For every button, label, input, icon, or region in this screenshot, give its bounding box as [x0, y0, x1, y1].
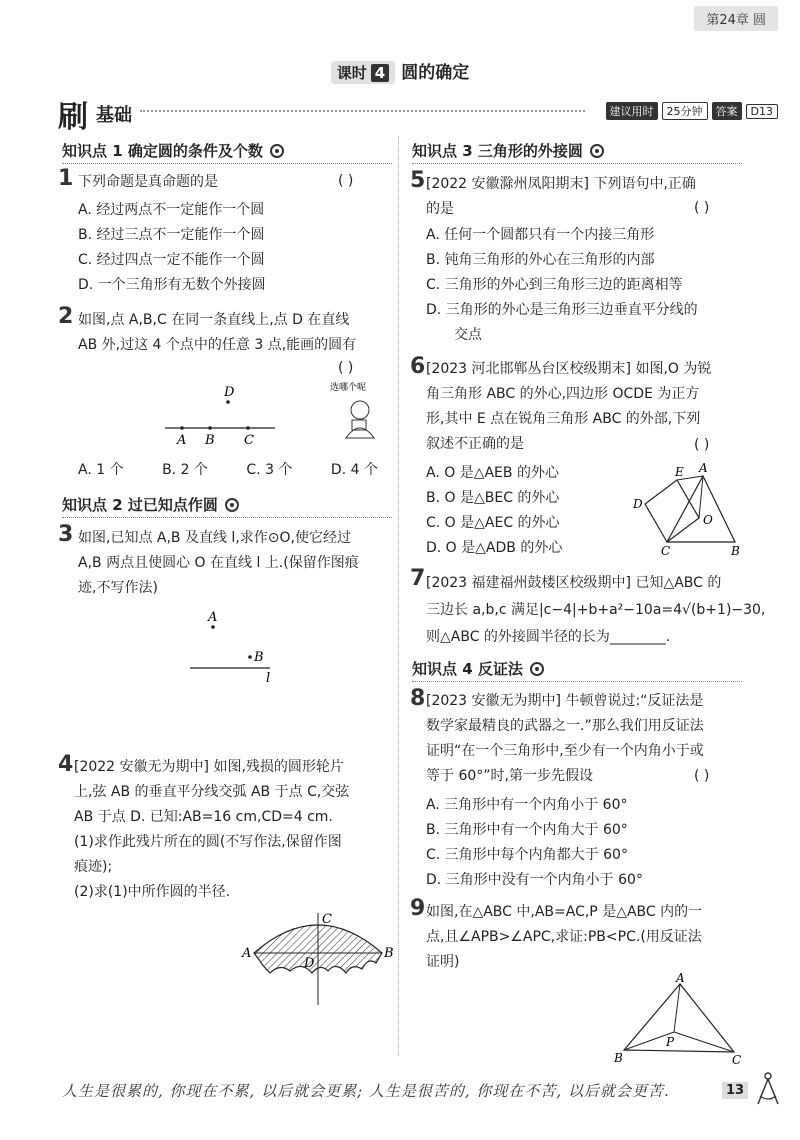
target-icon — [589, 143, 605, 159]
kp2-underline — [62, 517, 392, 518]
q6-option-d[interactable]: D. O 是△ADB 的外心 — [426, 540, 563, 556]
q6-label-A: A — [699, 462, 708, 475]
kp3-underline — [412, 163, 742, 164]
kp1-underline — [62, 163, 392, 164]
lesson-label: 课时 — [336, 64, 367, 82]
q2-line: AB 外,过这 4 个点中的任意 3 点,能画的圆有 — [78, 337, 357, 353]
q8-option-b[interactable]: B. 三角形中有一个内角大于 60° — [426, 822, 628, 838]
q3-line: 迹,不写作法) — [78, 580, 158, 596]
q7-line: [2023 福建福州鼓楼区校级期中] 已知△ABC 的 — [426, 575, 722, 591]
q1-options — [78, 198, 266, 298]
q6-line: 形,其中 E 点在锐角三角形 ABC 的外部,下列 — [426, 411, 701, 427]
q8-options — [426, 793, 643, 893]
q3-stem — [78, 526, 359, 601]
footer-motto: 人生是很累的, 你现在不累, 以后就会更累; 人生是很苦的, 你现在不苦, 以后就会更苦. — [62, 1082, 670, 1100]
q6-label-E: E — [675, 465, 684, 479]
q4-label-B: B — [384, 946, 394, 961]
q6-option-b[interactable]: B. O 是△BEC 的外心 — [426, 490, 560, 506]
q3-line: A,B 两点且使圆心 O 在直线 l 上.(保留作图痕 — [78, 555, 359, 571]
chapter-label: 第24章 圆 — [694, 6, 778, 31]
q6-label-B: B — [731, 544, 740, 557]
q8-line: [2023 安徽无为期中] 牛顿曾说过:“反证法是 — [426, 693, 704, 709]
q6-line: 叙述不正确的是 — [426, 436, 524, 452]
target-icon — [224, 497, 240, 513]
q2-option-b[interactable]: B. 2 个 — [162, 462, 208, 478]
q8-option-c[interactable]: C. 三角形中每个内角都大于 60° — [426, 847, 628, 863]
meta-info — [606, 102, 778, 120]
q3-label-A: A — [208, 610, 218, 625]
q3-label-l: l — [266, 671, 271, 685]
q3-figure — [180, 605, 290, 685]
thinking-student-icon — [346, 401, 374, 438]
kp4-title: 知识点 4 反证法 — [412, 660, 523, 678]
q9-line: 证明) — [426, 954, 460, 970]
lesson-number: 4 — [371, 64, 389, 82]
q6-label-O: O — [703, 513, 713, 527]
q8-line: 数学家最精良的武器之一.”那么我们用反证法 — [426, 718, 704, 734]
target-icon — [529, 661, 545, 677]
q9-number: 9 — [410, 896, 426, 921]
q9-line: 点,且∠APB>∠APC,求证:PB<PC.(用反证法 — [426, 929, 702, 945]
q5-option-b[interactable]: B. 钝角三角形的外心在三角形的内部 — [426, 252, 655, 268]
q6-option-a[interactable]: A. O 是△AEB 的外心 — [426, 465, 559, 481]
q8-option-a[interactable]: A. 三角形中有一个内角小于 60° — [426, 797, 628, 813]
q7-line: 则△ABC 的外接圆半径的长为________. — [426, 629, 671, 645]
q2-options — [78, 458, 378, 483]
target-icon — [269, 143, 285, 159]
q4-line: AB 于点 D. 已知:AB=16 cm,CD=4 cm. — [74, 809, 333, 825]
section-title: 基础 — [96, 105, 132, 126]
q4-line: 上,弦 AB 的垂直平分线交弧 AB 于点 C,交弦 — [74, 784, 350, 800]
q6-option-c[interactable]: C. O 是△AEC 的外心 — [426, 515, 560, 531]
time-label: 建议用时 — [606, 102, 658, 120]
q4-label-D: D — [304, 956, 315, 971]
q1-option-a[interactable]: A. 经过两点不一定能作一个圆 — [78, 202, 265, 218]
q6-label-D: D — [633, 497, 643, 511]
q5-line: [2022 安徽滁州凤阳期末] 下列语句中,正确 — [426, 176, 696, 192]
q8-number: 8 — [410, 686, 426, 711]
q4-figure — [240, 905, 395, 1010]
q2-option-d[interactable]: D. 4 个 — [330, 462, 378, 478]
q5-option-d[interactable]: D. 三角形的外心是三角形三边垂直平分线的 — [426, 302, 698, 318]
answer-label: 答案 — [712, 102, 742, 120]
q5-stem — [426, 172, 696, 222]
q1-number: 1 — [58, 166, 74, 191]
kp2-title: 知识点 2 过已知点作圆 — [62, 496, 218, 514]
q7-stem — [426, 570, 765, 651]
q3-line: 如图,已知点 A,B 及直线 l,求作⊙O,使它经过 — [78, 530, 351, 546]
q6-label-C: C — [661, 544, 671, 557]
q2-cartoon-text: 选哪个呢 — [330, 383, 367, 393]
q4-label-C: C — [322, 912, 332, 927]
knowledge-point-2 — [62, 494, 240, 515]
q9-line: 如图,在△ABC 中,AB=AC,P 是△ABC 内的一 — [426, 904, 703, 920]
q6-stem — [426, 357, 711, 457]
q9-label-A: A — [676, 972, 685, 985]
q9-stem — [426, 900, 702, 975]
q2-label-A: A — [177, 433, 187, 448]
lesson-title-bar — [0, 58, 800, 84]
q1-answer-blank[interactable]: ( ) — [338, 173, 354, 189]
q2-label-B: B — [205, 433, 215, 448]
q6-options — [426, 461, 562, 561]
q1-option-d[interactable]: D. 一个三角形有无数个外接圆 — [78, 277, 266, 293]
q9-label-P: P — [666, 1035, 675, 1049]
q2-option-a[interactable]: A. 1 个 — [78, 462, 124, 478]
time-value: 25分钟 — [662, 102, 708, 120]
kp1-title: 知识点 1 确定圆的条件及个数 — [62, 142, 263, 160]
q1-option-c[interactable]: C. 经过四点一定不能作一个圆 — [78, 252, 265, 268]
q9-figure — [610, 972, 750, 1067]
knowledge-point-1 — [62, 140, 285, 161]
q6-figure — [625, 462, 755, 557]
header-divider — [140, 110, 585, 112]
q5-answer-blank[interactable]: ( ) — [694, 200, 710, 216]
q1-option-b[interactable]: B. 经过三点不一定能作一个圆 — [78, 227, 265, 243]
q5-options — [426, 223, 698, 348]
q4-line: 痕迹); — [74, 859, 113, 875]
knowledge-point-3 — [412, 140, 605, 161]
lesson-badge — [331, 61, 395, 84]
q2-label-C: C — [244, 433, 254, 448]
kp3-title: 知识点 3 三角形的外接圆 — [412, 142, 583, 160]
q8-line: 等于 60°”时,第一步先假设 — [426, 768, 593, 784]
lesson-title: 圆的确定 — [401, 63, 470, 83]
q5-option-c[interactable]: C. 三角形的外心到三角形三边的距离相等 — [426, 277, 683, 293]
q4-stem — [74, 755, 349, 905]
q7-number: 7 — [410, 566, 426, 591]
q6-number: 6 — [410, 354, 426, 379]
q8-line: 证明“在一个三角形中,至少有一个内角小于或 — [426, 743, 704, 759]
compass-icon — [752, 1070, 784, 1110]
q4-number: 4 — [58, 752, 74, 777]
column-divider — [398, 136, 399, 1056]
q5-option-d-cont: 交点 — [454, 327, 482, 343]
q3-label-B: B — [254, 650, 264, 665]
q2-line: 如图,点 A,B,C 在同一条直线上,点 D 在直线 — [78, 312, 350, 328]
q9-label-B: B — [614, 1051, 623, 1065]
q6-answer-blank[interactable]: ( ) — [694, 437, 710, 453]
kp4-underline — [412, 681, 742, 682]
page-number: 13 — [722, 1082, 748, 1099]
brush-logo: 刷 — [58, 100, 88, 135]
q8-answer-blank[interactable]: ( ) — [694, 768, 710, 784]
answer-value: D13 — [746, 104, 778, 119]
q4-line: (2)求(1)中所作圆的半径. — [74, 884, 231, 900]
q5-line: 的是 — [426, 201, 454, 217]
q3-number: 3 — [58, 522, 74, 547]
q2-answer-blank[interactable]: ( ) — [338, 360, 354, 376]
q5-number: 5 — [410, 168, 426, 193]
q2-option-c[interactable]: C. 3 个 — [246, 462, 293, 478]
q8-stem — [426, 689, 704, 789]
q6-line: [2023 河北邯郸丛台区校级期末] 如图,O 为锐 — [426, 361, 712, 377]
q8-option-d[interactable]: D. 三角形中没有一个内角小于 60° — [426, 872, 643, 888]
q1-stem: 下列命题是真命题的是 — [78, 174, 218, 190]
q9-label-C: C — [732, 1053, 742, 1067]
q7-line: 三边长 a,b,c 满足|c−4|+b+a²−10a=4√(b+1)−30, — [426, 602, 766, 618]
q4-label-A: A — [242, 946, 252, 961]
q5-option-a[interactable]: A. 任何一个圆都只有一个内接三角形 — [426, 227, 655, 243]
q4-line: [2022 安徽无为期中] 如图,残损的圆形轮片 — [74, 759, 344, 775]
q2-label-D: D — [224, 385, 235, 400]
q2-figure — [160, 380, 400, 455]
knowledge-point-4 — [412, 658, 545, 679]
q2-stem — [78, 308, 356, 358]
q6-line: 角三角形 ABC 的外心,四边形 OCDE 为正方 — [426, 386, 700, 402]
q4-line: (1)求作此残片所在的圆(不写作法,保留作图 — [74, 834, 342, 850]
q2-number: 2 — [58, 304, 74, 329]
